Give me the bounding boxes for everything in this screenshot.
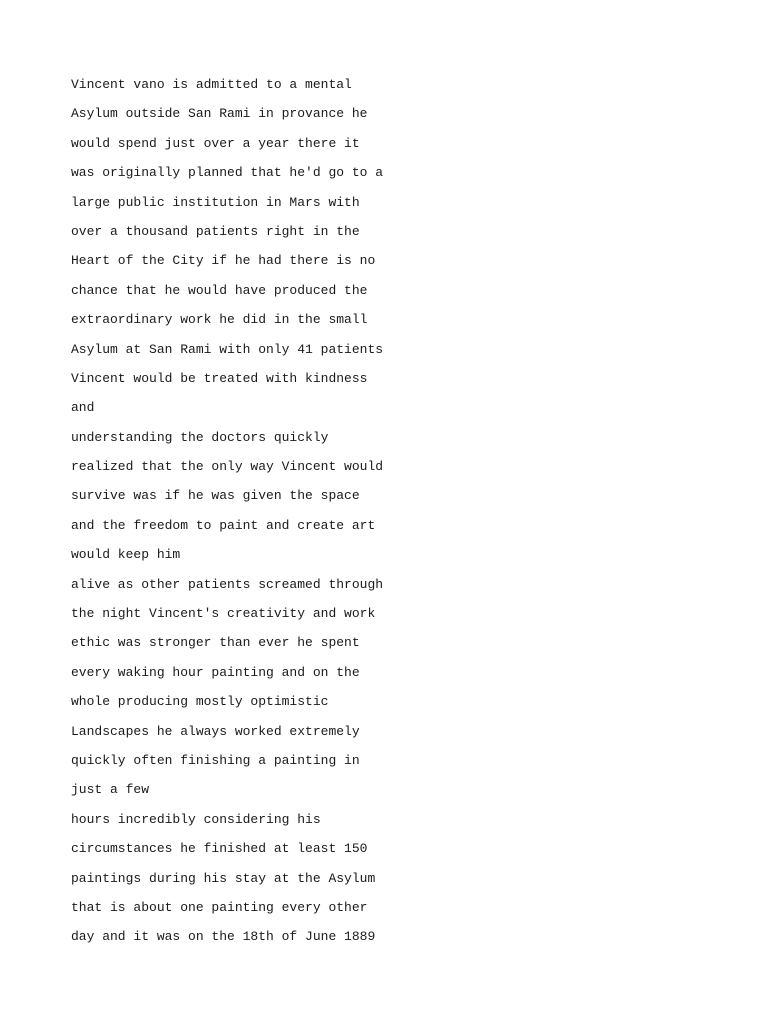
text-line: realized that the only way Vincent would bbox=[71, 459, 384, 475]
text-line: quickly often finishing a painting in bbox=[71, 752, 360, 768]
text-line: Landscapes he always worked extremely bbox=[71, 723, 360, 739]
text-line: large public institution in Mars with bbox=[71, 194, 360, 210]
text-line: Vincent would be treated with kindness bbox=[71, 370, 368, 386]
text-line: understanding the doctors quickly bbox=[71, 429, 329, 445]
text-line: paintings during his stay at the Asylum bbox=[71, 870, 376, 886]
text-line: just a few bbox=[71, 782, 150, 798]
text-line: extraordinary work he did in the small bbox=[71, 312, 368, 328]
text-line: would keep him bbox=[71, 547, 181, 563]
text-line: survive was if he was given the space bbox=[71, 488, 360, 504]
text-line: Heart of the City if he had there is no bbox=[71, 253, 376, 269]
text-line: the night Vincent's creativity and work bbox=[71, 606, 376, 622]
text-line: Vincent vano is admitted to a mental bbox=[71, 77, 352, 92]
text-line: was originally planned that he'd go to a bbox=[71, 165, 384, 181]
text-line: and bbox=[71, 400, 95, 416]
text-line: circumstances he finished at least 150 bbox=[71, 841, 368, 857]
text-line: over a thousand patients right in the bbox=[71, 223, 360, 239]
text-line: hours incredibly considering his bbox=[71, 811, 321, 827]
document-body bbox=[71, 70, 711, 952]
text-line: Asylum outside San Rami in provance he bbox=[71, 106, 368, 122]
text-line: every waking hour painting and on the bbox=[71, 664, 360, 680]
text-line: and the freedom to paint and create art bbox=[71, 517, 376, 533]
text-line: whole producing mostly optimistic bbox=[71, 694, 329, 710]
text-line: alive as other patients screamed through bbox=[71, 576, 384, 592]
text-line: day and it was on the 18th of June 1889 bbox=[71, 929, 376, 945]
text-line: Asylum at San Rami with only 41 patients bbox=[71, 341, 384, 357]
text-line: ethic was stronger than ever he spent bbox=[71, 635, 360, 651]
text-line: that is about one painting every other bbox=[71, 899, 368, 915]
text-line: chance that he would have produced the bbox=[71, 282, 368, 298]
text-line: would spend just over a year there it bbox=[71, 135, 360, 151]
